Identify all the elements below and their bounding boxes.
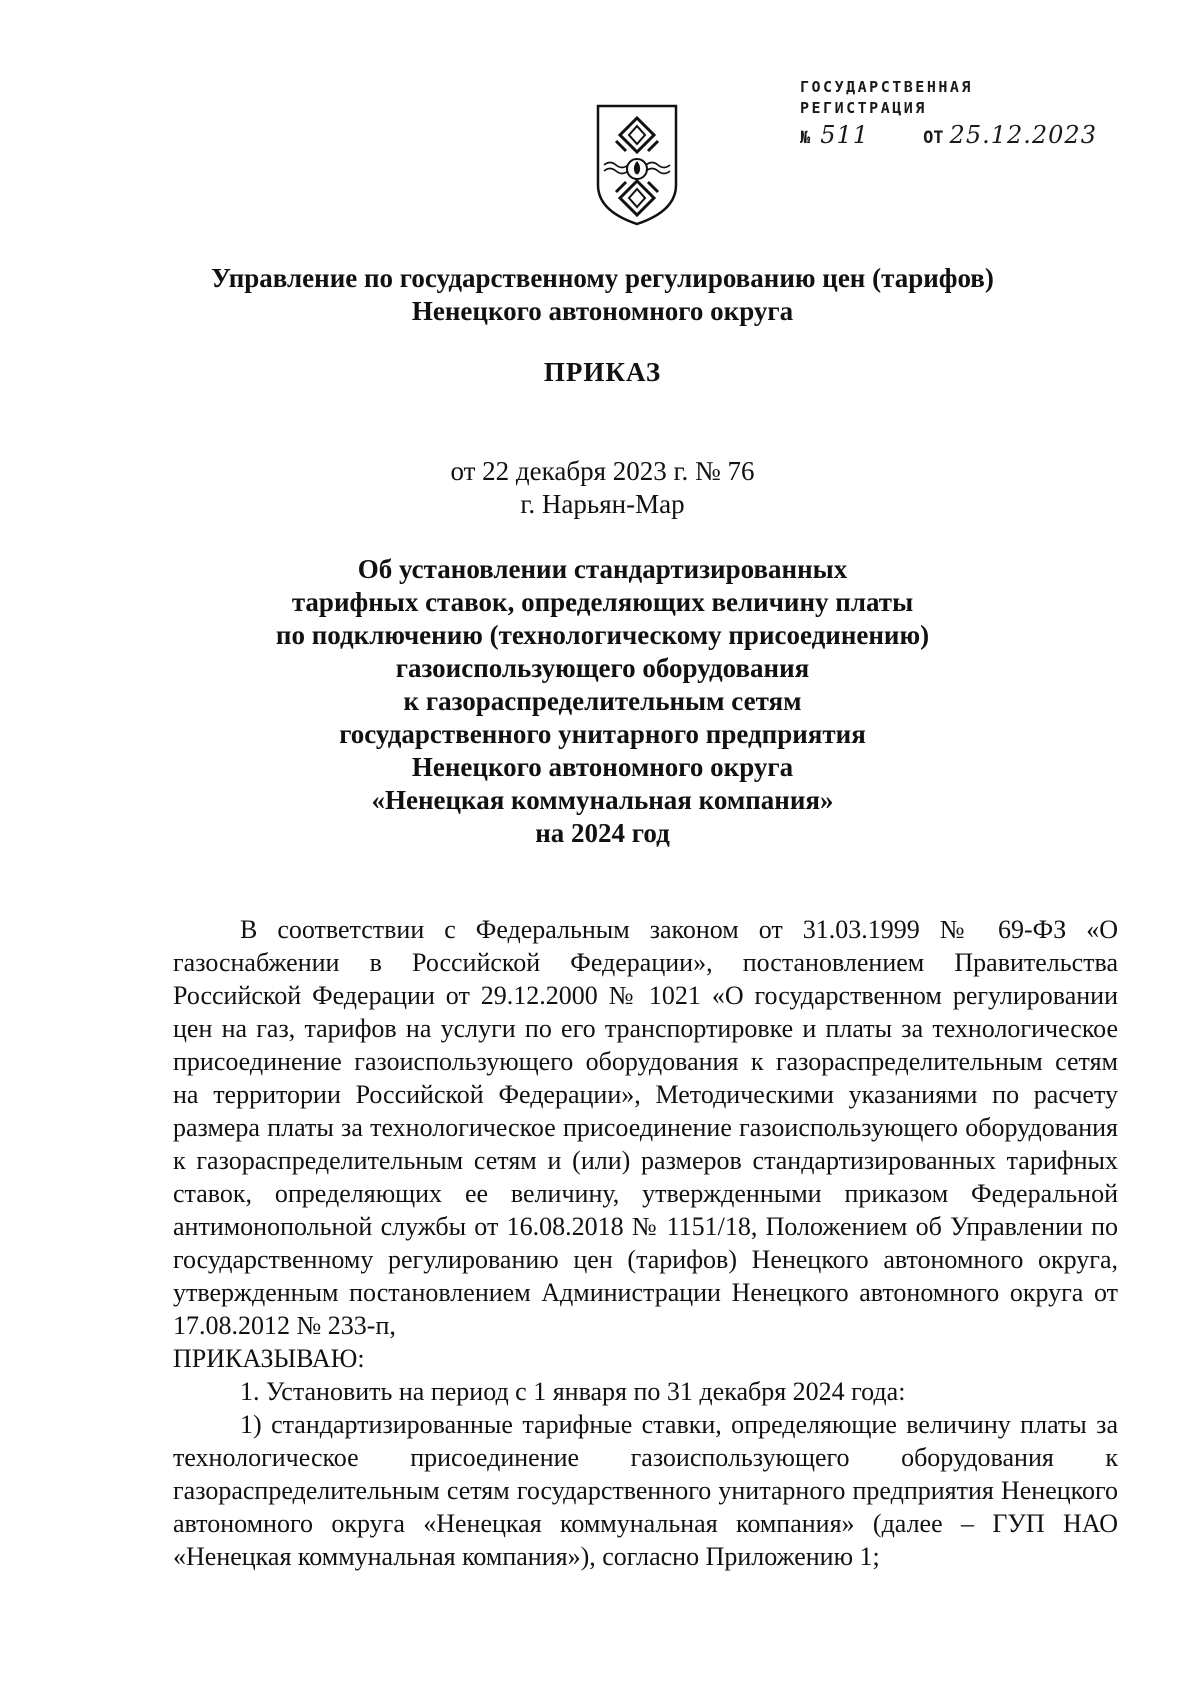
title-line: государственного унитарного предприятия (339, 719, 866, 749)
document-type: ПРИКАЗ (543, 357, 662, 387)
document-date-number: от 22 декабря 2023 г. № 76 (450, 456, 755, 486)
document-title (130, 553, 1075, 850)
stamp-line-1: ГОСУДАРСТВЕННАЯ (800, 78, 973, 96)
title-line: к газораспределительным сетям (403, 686, 802, 716)
stamp-date-value: 25.12.2023 (949, 121, 1097, 149)
stamp-date-label: ОТ (923, 128, 944, 148)
stamp-number-value: 511 (820, 121, 870, 149)
title-line: тарифных ставок, определяющих величину платы (291, 587, 914, 617)
item-1: 1. Установить на период с 1 января по 31 декабря 2024 года: (240, 1377, 906, 1406)
stamp-line-2: РЕГИСТРАЦИЯ (800, 99, 927, 117)
title-line: газоиспользующего оборудования (395, 653, 810, 683)
document-date-block (130, 455, 1075, 521)
organization-name (130, 262, 1075, 328)
title-line: Об установлении стандартизированных (357, 554, 848, 584)
title-line: «Ненецкая коммунальная компания» (371, 785, 834, 815)
document-city: г. Нарьян-Мар (520, 489, 685, 519)
org-line-2: Ненецкого автономного округа (411, 296, 794, 326)
coat-of-arms-icon (594, 103, 680, 227)
title-line: по подключению (технологическому присоединению) (275, 620, 930, 650)
order-word: ПРИКАЗЫВАЮ: (173, 1344, 365, 1373)
title-line: на 2024 год (535, 818, 670, 848)
title-line: Ненецкого автономного округа (411, 752, 794, 782)
document-body (173, 913, 1118, 1573)
item-1-1: 1) стандартизированные тарифные ставки, определяющие величину платы за технологическое присоединение газоиспользующего оборудования к газораспределительным сетям государственного унитарного предприятия Ненецкого автономного округа «Ненецкая коммунальная компания» (далее – ГУП НАО «Ненецкая коммунальная компания»), согласно Приложению 1; (173, 1410, 1118, 1571)
stamp-number-label: № (800, 128, 811, 148)
preamble-paragraph: В соответствии с Федеральным законом от 31.03.1999 № 69-ФЗ «О газоснабжении в Российской Федерации», постановлением Правительства Российской Федерации от 29.12.2000 № 1021 «О государственном регулировании цен на газ, тарифов на услуги по его транспортировке и платы за технологическое присоединение газоиспользующего оборудования к газораспределительным сетям на территории Российской Федерации», Методическими указаниями по расчету размера платы за технологическое присоединение газоиспользующего оборудования к газораспределительным сетям и (или) размеров стандартизированных тарифных ставок, определяющих ее величину, утвержденными приказом Федеральной антимонопольной службы от 16.08.2018 № 1151/18, Положением об Управлении по государственному регулированию цен (тарифов) Ненецкого автономного округа, утвержденным постановлением Администрации Ненецкого автономного округа от 17.08.2012 № 233-п, (173, 915, 1118, 1340)
stamp-number-date (800, 121, 1097, 149)
registration-stamp (800, 78, 1097, 149)
org-line-1: Управление по государственному регулированию цен (тарифов) (211, 263, 994, 293)
